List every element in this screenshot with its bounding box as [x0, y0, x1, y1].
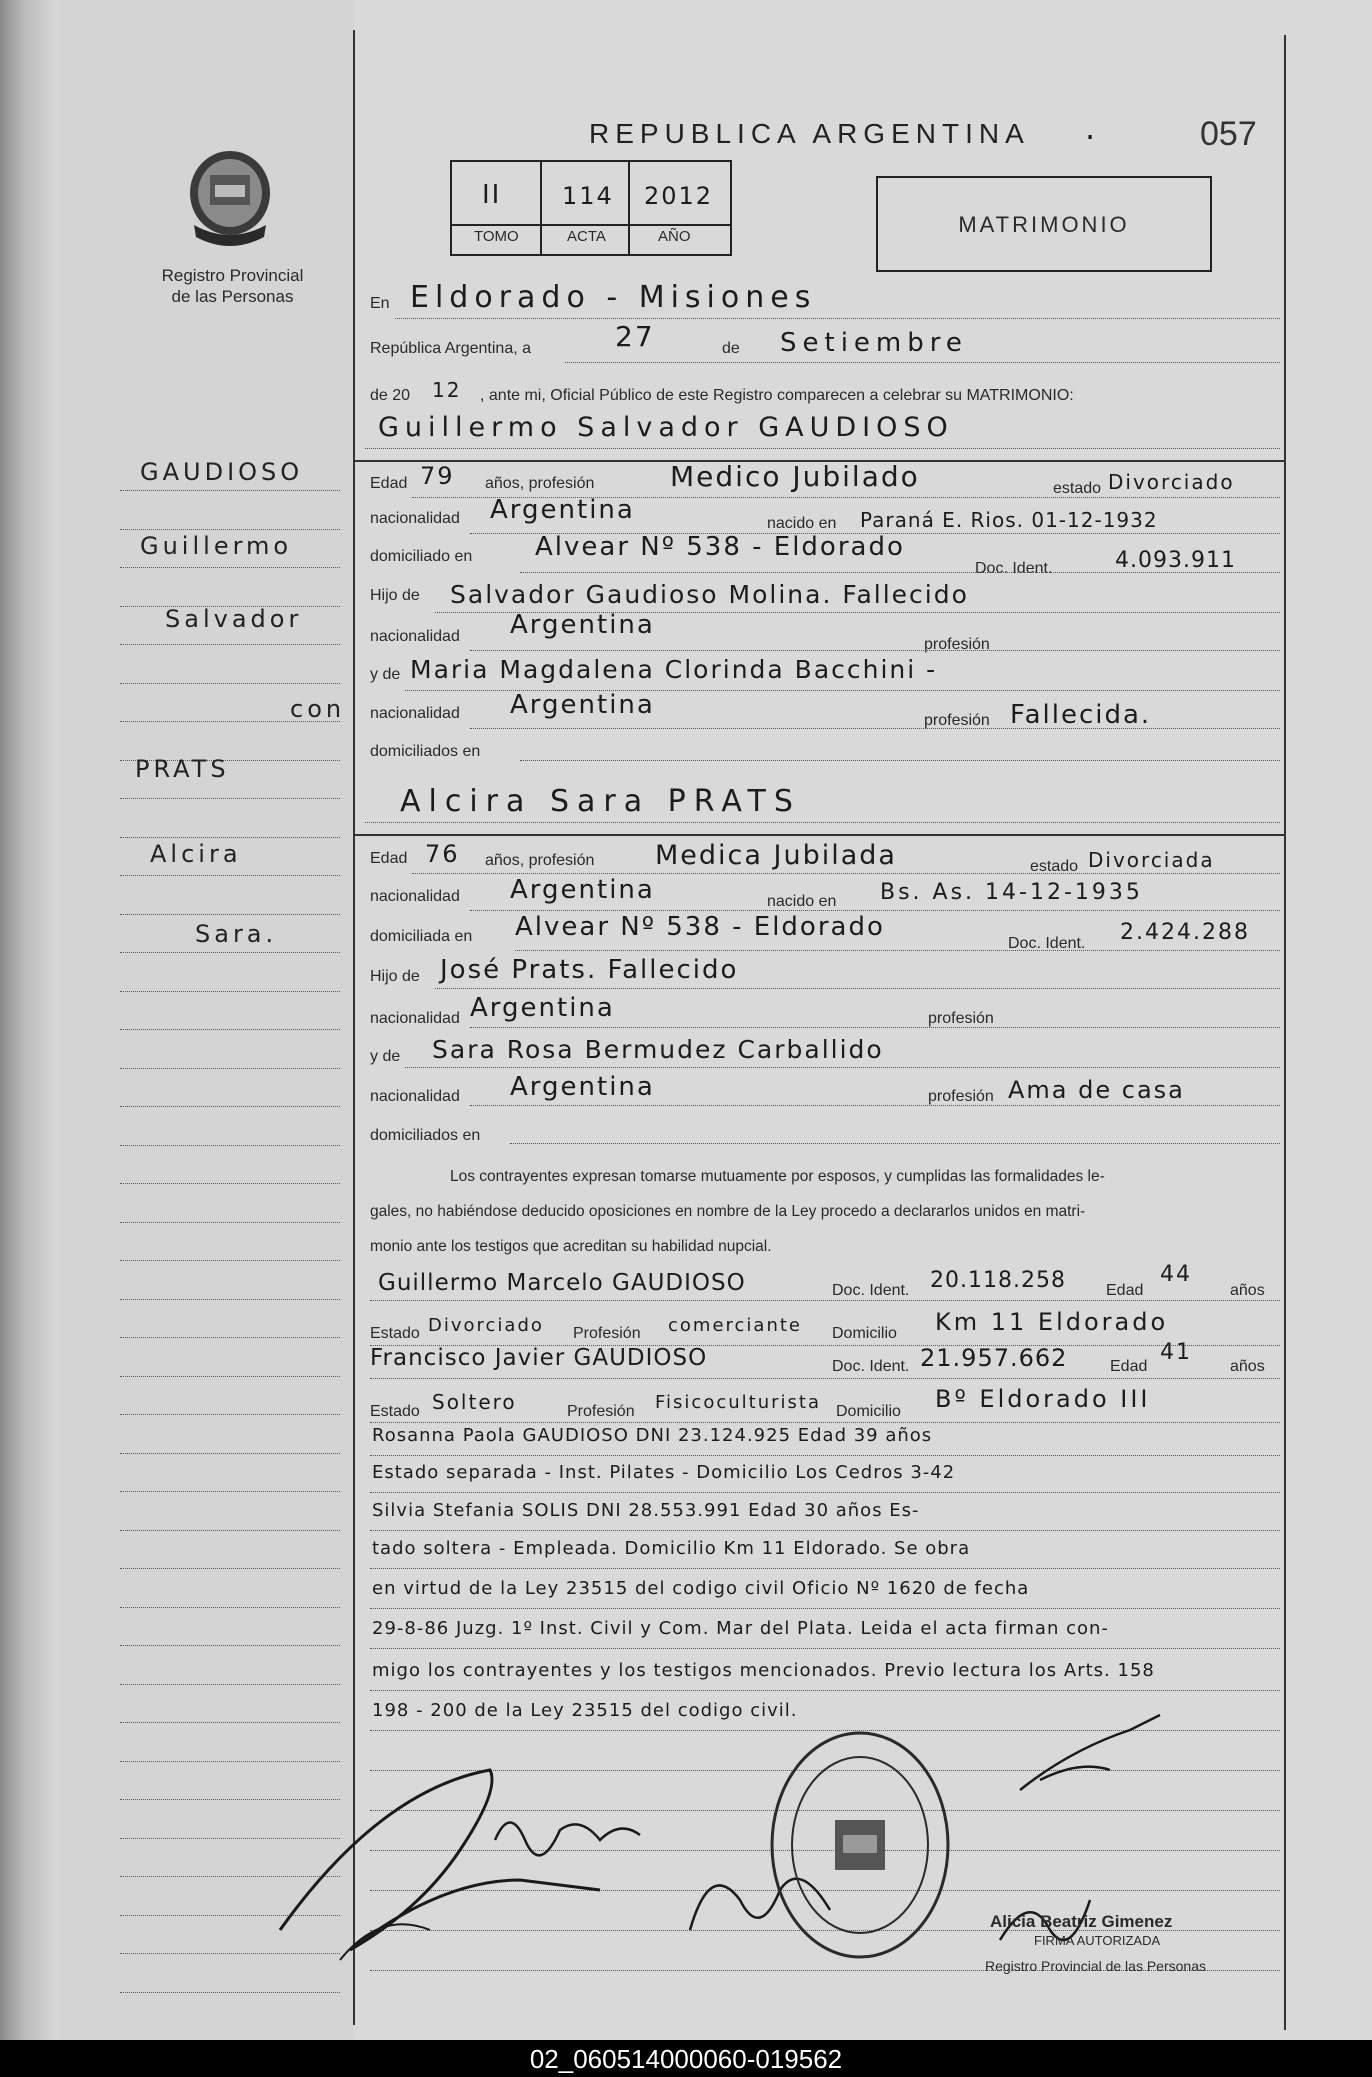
margin-bride-line: PRATS	[135, 755, 230, 783]
note-ruled-line	[370, 1568, 1280, 1569]
witness-2-doc: 21.957.662	[920, 1344, 1068, 1372]
document-type-box	[876, 176, 1212, 272]
margin-ruled-line	[120, 1568, 340, 1569]
margin-ruled-line	[120, 529, 340, 530]
bride-born: Bs. As. 14-12-1935	[880, 880, 1143, 905]
official-office: Registro Provincial de las Personas	[985, 1958, 1206, 1974]
margin-ruled-line	[120, 875, 340, 876]
bride-father: José Prats. Fallecido	[440, 955, 739, 985]
place-value: Eldorado - Misiones	[410, 280, 817, 315]
witness-2-age-label: Edad	[1110, 1358, 1148, 1375]
line-groom-father-nat	[470, 650, 1280, 651]
body-text-line-3: monio ante los testigos que acreditan su habilidad nupcial.	[370, 1238, 772, 1255]
margin-ruled-line	[120, 1722, 340, 1723]
margin-ruled-line	[120, 1337, 340, 1338]
country-title: REPUBLICA ARGENTINA	[589, 118, 1030, 149]
line-bride-father-nat	[470, 1027, 1280, 1028]
margin-ruled-line	[120, 1453, 340, 1454]
bride-father-nat-label: nacionalidad	[370, 1010, 460, 1027]
groom-father-prof-label: profesión	[924, 636, 990, 653]
line-bride-nationality	[470, 910, 1280, 911]
note-line: migo los contrayentes y los testigos mencionados. Previo lectura los Arts. 158	[372, 1660, 1155, 1681]
bride-full-name: Alcira Sara PRATS	[400, 784, 801, 819]
margin-ruled-line	[120, 1684, 340, 1685]
margin-ruled-line	[120, 1145, 340, 1146]
line-bride-age	[412, 873, 1280, 874]
witness-1-age-label: Edad	[1106, 1282, 1144, 1299]
bride-mother-nat-label: nacionalidad	[370, 1088, 460, 1105]
official-name: Alicia Beatriz Gimenez	[990, 1912, 1173, 1931]
acta-label: ACTA	[567, 228, 606, 245]
groom-profession-label: años, profesión	[485, 475, 595, 492]
groom-father-nat-label: nacionalidad	[370, 628, 460, 645]
margin-ruled-line	[120, 1299, 340, 1300]
note-ruled-line	[370, 1530, 1280, 1531]
note-line: en virtud de la Ley 23515 del codigo civil Oficio Nº 1620 de fecha	[372, 1578, 1030, 1599]
witness-1-profession: comerciante	[668, 1315, 802, 1336]
groom-mother-prof-label: profesión	[924, 712, 990, 729]
witness-1-doc: 20.118.258	[930, 1268, 1066, 1293]
margin-ruled-line	[120, 1530, 340, 1531]
body-text-line-1: Los contrayentes expresan tomarse mutuamente por esposos, y cumplidas las formalidades le-	[450, 1168, 1105, 1185]
groom-doc: 4.093.911	[1115, 548, 1236, 573]
tomo-label: TOMO	[474, 228, 519, 245]
margin-ruled-line	[120, 1376, 340, 1377]
groom-mother-nationality: Argentina	[510, 690, 655, 720]
signature-official-top	[1010, 1710, 1170, 1810]
note-line: Estado separada - Inst. Pilates - Domicilio Los Cedros 3-42	[372, 1462, 956, 1483]
bride-age: 76	[425, 840, 460, 868]
margin-ruled-line	[120, 644, 340, 645]
groom-age: 79	[420, 462, 455, 490]
bride-address: Alvear Nº 538 - Eldorado	[515, 912, 885, 942]
margin-bride-line: Sara.	[195, 920, 278, 948]
line-bride-address	[515, 950, 1280, 951]
witness-2-address: Bº Eldorado III	[935, 1385, 1151, 1413]
bride-profession-label: años, profesión	[485, 852, 595, 869]
year-suffix: 12	[432, 378, 462, 402]
groom-father-nationality: Argentina	[510, 610, 655, 640]
groom-profession: Medico Jubilado	[670, 460, 920, 493]
groom-parents-address-label: domiciliados en	[370, 743, 481, 760]
signature-bride	[490, 1800, 650, 1870]
groom-father: Salvador Gaudioso Molina. Fallecido	[450, 580, 969, 609]
bride-status: Divorciada	[1088, 848, 1215, 872]
groom-age-label: Edad	[370, 475, 408, 492]
bride-father-label: Hijo de	[370, 968, 420, 985]
line-groom-mother-nat	[470, 728, 1280, 729]
bride-father-prof-label: profesión	[928, 1010, 994, 1027]
witness-1-address-label: Domicilio	[832, 1325, 897, 1342]
registry-office-name: Registro Provincial de las Personas	[161, 266, 304, 306]
bride-mother-prof-label: profesión	[928, 1088, 994, 1105]
en-label: En	[370, 295, 390, 312]
witness-2-status-label: Estado	[370, 1403, 420, 1420]
line-date	[565, 362, 1280, 363]
margin-ruled-line	[120, 1645, 340, 1646]
line-bride-parents-address	[510, 1143, 1280, 1144]
record-box	[450, 160, 732, 256]
note-ruled-line	[370, 1648, 1280, 1649]
note-line: Rosanna Paola GAUDIOSO DNI 23.124.925 Edad 39 años	[372, 1425, 933, 1446]
official-title: FIRMA AUTORIZADA	[1034, 1933, 1161, 1948]
margin-ruled-line	[120, 837, 340, 838]
margin-ruled-line	[120, 914, 340, 915]
note-line: 29-8-86 Juzg. 1º Inst. Civil y Com. Mar del Plata. Leida el acta firman con-	[372, 1618, 1109, 1639]
witness-2-years-label: años	[1230, 1358, 1265, 1375]
bride-nationality: Argentina	[510, 875, 655, 905]
year-prefix: de 20	[370, 387, 411, 404]
groom-address-label: domiciliado en	[370, 548, 473, 565]
groom-mother-label: y de	[370, 666, 401, 683]
scan-file-id: 02_060514000060-019562	[529, 2044, 843, 2074]
note-line: tado soltera - Empleada. Domicilio Km 11 Eldorado. Se obra	[372, 1538, 971, 1559]
groom-born: Paraná E. Rios. 01-12-1932	[860, 508, 1158, 532]
groom-nationality: Argentina	[490, 495, 635, 525]
groom-status-label: estado	[1053, 480, 1102, 497]
groom-father-label: Hijo de	[370, 587, 420, 604]
sheet-number: 057	[1200, 115, 1257, 153]
margin-ruled-line	[120, 1029, 340, 1030]
anio-value: 2012	[644, 182, 714, 210]
margin-ruled-line	[120, 567, 340, 568]
bride-status-label: estado	[1030, 858, 1079, 875]
margin-groom-line: Guillermo	[140, 532, 293, 560]
margin-groom-line: GAUDIOSO	[140, 458, 304, 486]
witness-1-profession-label: Profesión	[573, 1325, 641, 1342]
margin-ruled-line	[120, 1222, 340, 1223]
bride-mother-profession: Ama de casa	[1008, 1076, 1185, 1104]
bride-parents-address-label: domiciliados en	[370, 1127, 481, 1144]
bride-address-label: domiciliada en	[370, 928, 473, 945]
note-line: Silvia Stefania SOLIS DNI 28.553.991 Edad 30 años Es-	[372, 1500, 920, 1521]
bride-age-label: Edad	[370, 850, 408, 867]
margin-ruled-line	[120, 991, 340, 992]
note-ruled-line	[370, 1608, 1280, 1609]
margin-groom-line: con	[290, 695, 346, 723]
scan-footer	[0, 2040, 1372, 2077]
tomo-value: II	[482, 180, 502, 210]
witness-1-doc-label: Doc. Ident.	[832, 1282, 910, 1299]
groom-mother-nat-label: nacionalidad	[370, 705, 460, 722]
line-bride-father	[435, 988, 1280, 989]
republica-label: República Argentina, a	[370, 340, 531, 357]
witness-2-age: 41	[1160, 1340, 1192, 1365]
bride-nationality-label: nacionalidad	[370, 888, 460, 905]
book-binding-shadow	[0, 0, 60, 2040]
day-value: 27	[615, 320, 655, 353]
margin-ruled-line	[120, 1183, 340, 1184]
margin-divider-line	[353, 30, 355, 2025]
line-bride-name	[365, 822, 1280, 823]
note-ruled-line	[370, 1690, 1280, 1691]
margin-groom-line: Salvador	[165, 605, 303, 633]
body-text-line-2: gales, no habiéndose deducido oposiciones en nombre de la Ley procedo a declararlos unidos en matri-	[370, 1203, 1086, 1220]
header-dot: ·	[1085, 118, 1098, 156]
bride-profession: Medica Jubilada	[655, 840, 897, 871]
preamble-sentence: , ante mi, Oficial Público de este Registro comparecen a celebrar su MATRIMONIO:	[480, 387, 1074, 404]
witness-1-age: 44	[1160, 1262, 1192, 1287]
witness-2-doc-label: Doc. Ident.	[832, 1358, 910, 1375]
bride-doc: 2.424.288	[1120, 920, 1250, 945]
bride-mother-label: y de	[370, 1048, 401, 1065]
bride-mother-nationality: Argentina	[510, 1072, 655, 1102]
groom-status: Divorciado	[1108, 470, 1235, 494]
de-label: de	[722, 340, 740, 357]
provincial-seal-icon	[180, 145, 280, 255]
note-ruled-line	[370, 1492, 1280, 1493]
margin-ruled-line	[120, 1607, 340, 1608]
right-border-line	[1284, 35, 1286, 2030]
witness-2-status: Soltero	[432, 1390, 517, 1414]
witness-1-status: Divorciado	[428, 1315, 544, 1336]
line-bride-mother	[405, 1067, 1280, 1068]
witness-1-status-label: Estado	[370, 1325, 420, 1342]
registry-stamp-icon	[765, 1725, 955, 1965]
line-place	[395, 318, 1280, 319]
margin-ruled-line	[120, 1106, 340, 1107]
bride-father-nationality: Argentina	[470, 993, 615, 1023]
groom-address: Alvear Nº 538 - Eldorado	[535, 532, 905, 562]
groom-doc-label: Doc. Ident.	[975, 560, 1053, 577]
bride-born-label: nacido en	[767, 893, 837, 910]
margin-ruled-line	[120, 952, 340, 953]
line-groom-parents-address	[520, 760, 1280, 761]
groom-full-name: Guillermo Salvador GAUDIOSO	[378, 412, 954, 443]
groom-mother: Maria Magdalena Clorinda Bacchini -	[410, 655, 938, 684]
groom-mother-profession: Fallecida.	[1010, 700, 1152, 730]
witness-1-address: Km 11 Eldorado	[935, 1308, 1169, 1336]
witness-2-profession: Fisicoculturista	[655, 1392, 821, 1413]
margin-ruled-line	[120, 1414, 340, 1415]
acta-value: 114	[562, 182, 614, 210]
bride-section-divider	[355, 834, 1284, 836]
witness-2-profession-label: Profesión	[567, 1403, 635, 1420]
groom-born-label: nacido en	[767, 515, 837, 532]
month-value: Setiembre	[780, 328, 968, 358]
groom-nationality-label: nacionalidad	[370, 510, 460, 527]
bride-mother: Sara Rosa Bermudez Carballido	[432, 1035, 884, 1064]
line-witness-1	[370, 1300, 1280, 1301]
bride-doc-label: Doc. Ident.	[1008, 935, 1086, 952]
witness-2-address-label: Domicilio	[836, 1403, 901, 1420]
margin-ruled-line	[120, 1260, 340, 1261]
witness-1-name: Guillermo Marcelo GAUDIOSO	[378, 1270, 746, 1296]
margin-ruled-line	[120, 1068, 340, 1069]
line-bride-mother-nat	[470, 1105, 1280, 1106]
margin-ruled-line	[120, 490, 340, 491]
witness-2-name: Francisco Javier GAUDIOSO	[370, 1345, 708, 1371]
margin-ruled-line	[120, 798, 340, 799]
line-groom-name	[365, 448, 1280, 449]
anio-label: AÑO	[658, 228, 691, 245]
margin-bride-line: Alcira	[150, 840, 242, 868]
line-witness-2-b	[370, 1422, 1280, 1423]
margin-ruled-line	[120, 1992, 340, 1993]
line-groom-address	[520, 572, 1280, 573]
note-ruled-line	[370, 1455, 1280, 1456]
line-witness-2	[370, 1378, 1280, 1379]
witness-1-years-label: años	[1230, 1282, 1265, 1299]
margin-ruled-line	[120, 1491, 340, 1492]
note-line: 198 - 200 de la Ley 23515 del codigo civil.	[372, 1700, 798, 1721]
document-type: MATRIMONIO	[958, 212, 1130, 237]
margin-ruled-line	[120, 683, 340, 684]
